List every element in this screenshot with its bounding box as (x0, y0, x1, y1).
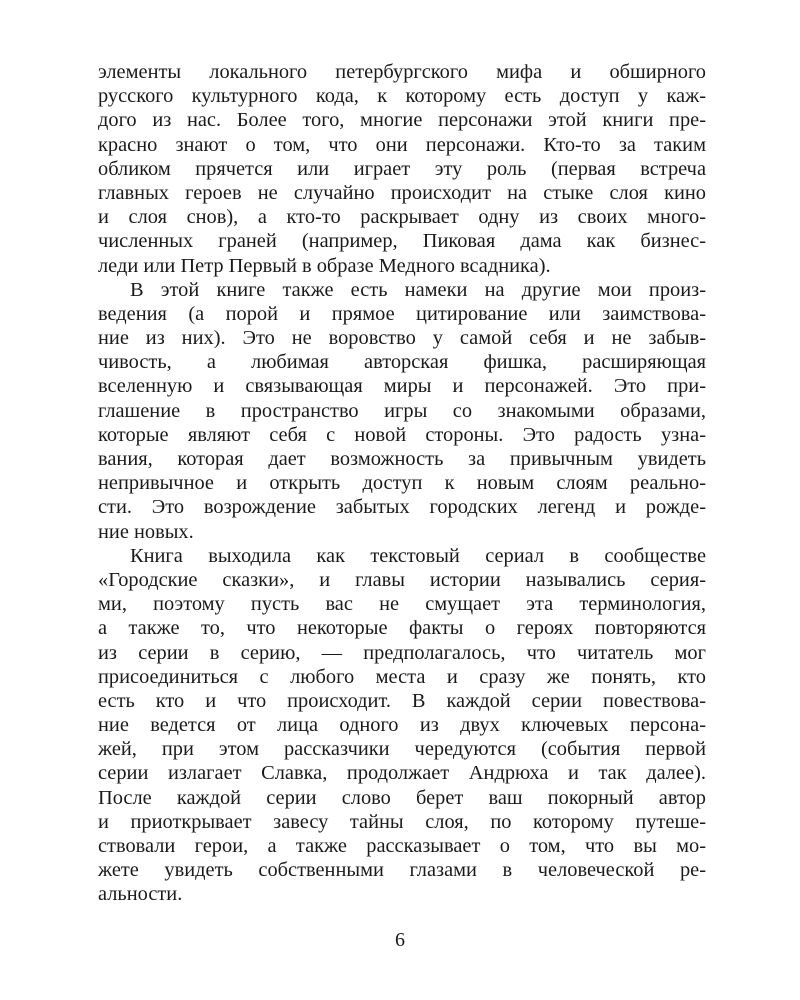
text-line: вания, которая дает возможность за привычным увидеть (98, 448, 706, 470)
text-line: После каждой серии слово берет ваш покорный автор (98, 786, 706, 809)
text-line: присоединиться с любого места и сразу же понять, кто (98, 665, 706, 688)
text-line: серии излагает Славка, продолжает Андрюха и так далее). (98, 762, 706, 785)
text-line: ние ведется от лица одного из двух ключевых персона- (98, 714, 706, 737)
text-line: непривычное и открыть доступ к новым слоям реально- (98, 472, 706, 495)
text-line: «Городские сказки», и главы истории назывались серия- (98, 568, 706, 591)
text-line: ствовали герои, а также рассказывает о том, что вы мо- (98, 835, 706, 857)
page-body (98, 60, 706, 907)
text-line: сти. Это возрождение забытых городских легенд и рожде- (98, 496, 706, 519)
text-line: ние из них). Это не воровство у самой себя и не забыв- (98, 327, 706, 350)
text-line: и приоткрывает завесу тайны слоя, по которому путеше- (98, 810, 706, 833)
text-line: ведения (а порой и прямое цитирование или заимствова- (98, 302, 706, 325)
text-line: красно знают о том, что они персонажи. Кто-то за таким (98, 133, 706, 156)
text-line: численных граней (например, Пиковая дама как бизнес- (98, 230, 706, 253)
text-line: из серии в серию, — предполагалось, что читатель мог (98, 641, 706, 664)
text-line: чивость, а любимая авторская фишка, расширяющая (98, 351, 706, 374)
text-line: элементы локального петербургского мифа и обширного (98, 61, 706, 83)
text-line: а также то, что некоторые факты о героях повторяются (98, 617, 706, 640)
text-line: альности. (98, 883, 183, 906)
paragraph-first-line: В этой книге также есть намеки на другие мои произ- (130, 278, 706, 301)
text-line: вселенную и связывающая миры и персонажей. Это при- (98, 375, 706, 398)
text-line: и слоя снов), а кто-то раскрывает одну из своих много- (98, 206, 706, 229)
text-line: дого из нас. Более того, многие персонажи этой книги пре- (98, 109, 706, 132)
text-line: жей, при этом рассказчики чередуются (события первой (98, 738, 706, 761)
text-line: есть кто и что происходит. В каждой серии повествова- (98, 689, 706, 712)
page-number: 6 (395, 929, 405, 951)
text-line: ми, поэтому пусть вас не смущает эта терминология, (98, 593, 706, 616)
text-line: глашение в пространство игры со знакомыми образами, (98, 399, 706, 422)
text-line: обликом прячется или играет эту роль (первая встреча (98, 157, 706, 180)
text-line: которые являют себя с новой стороны. Это радость узна- (98, 423, 706, 446)
paragraph-first-line: Книга выходила как текстовый сериал в сообществе (130, 544, 706, 567)
text-line: жете увидеть собственными глазами в человеческой ре- (98, 859, 706, 882)
text-line: ние новых. (98, 520, 194, 543)
text-line: леди или Петр Первый в образе Медного всадника). (98, 254, 551, 277)
text-line: русского культурного кода, к которому есть доступ у каж- (98, 85, 706, 108)
text-line: главных героев не случайно происходит на стыке слоя кино (98, 181, 706, 204)
